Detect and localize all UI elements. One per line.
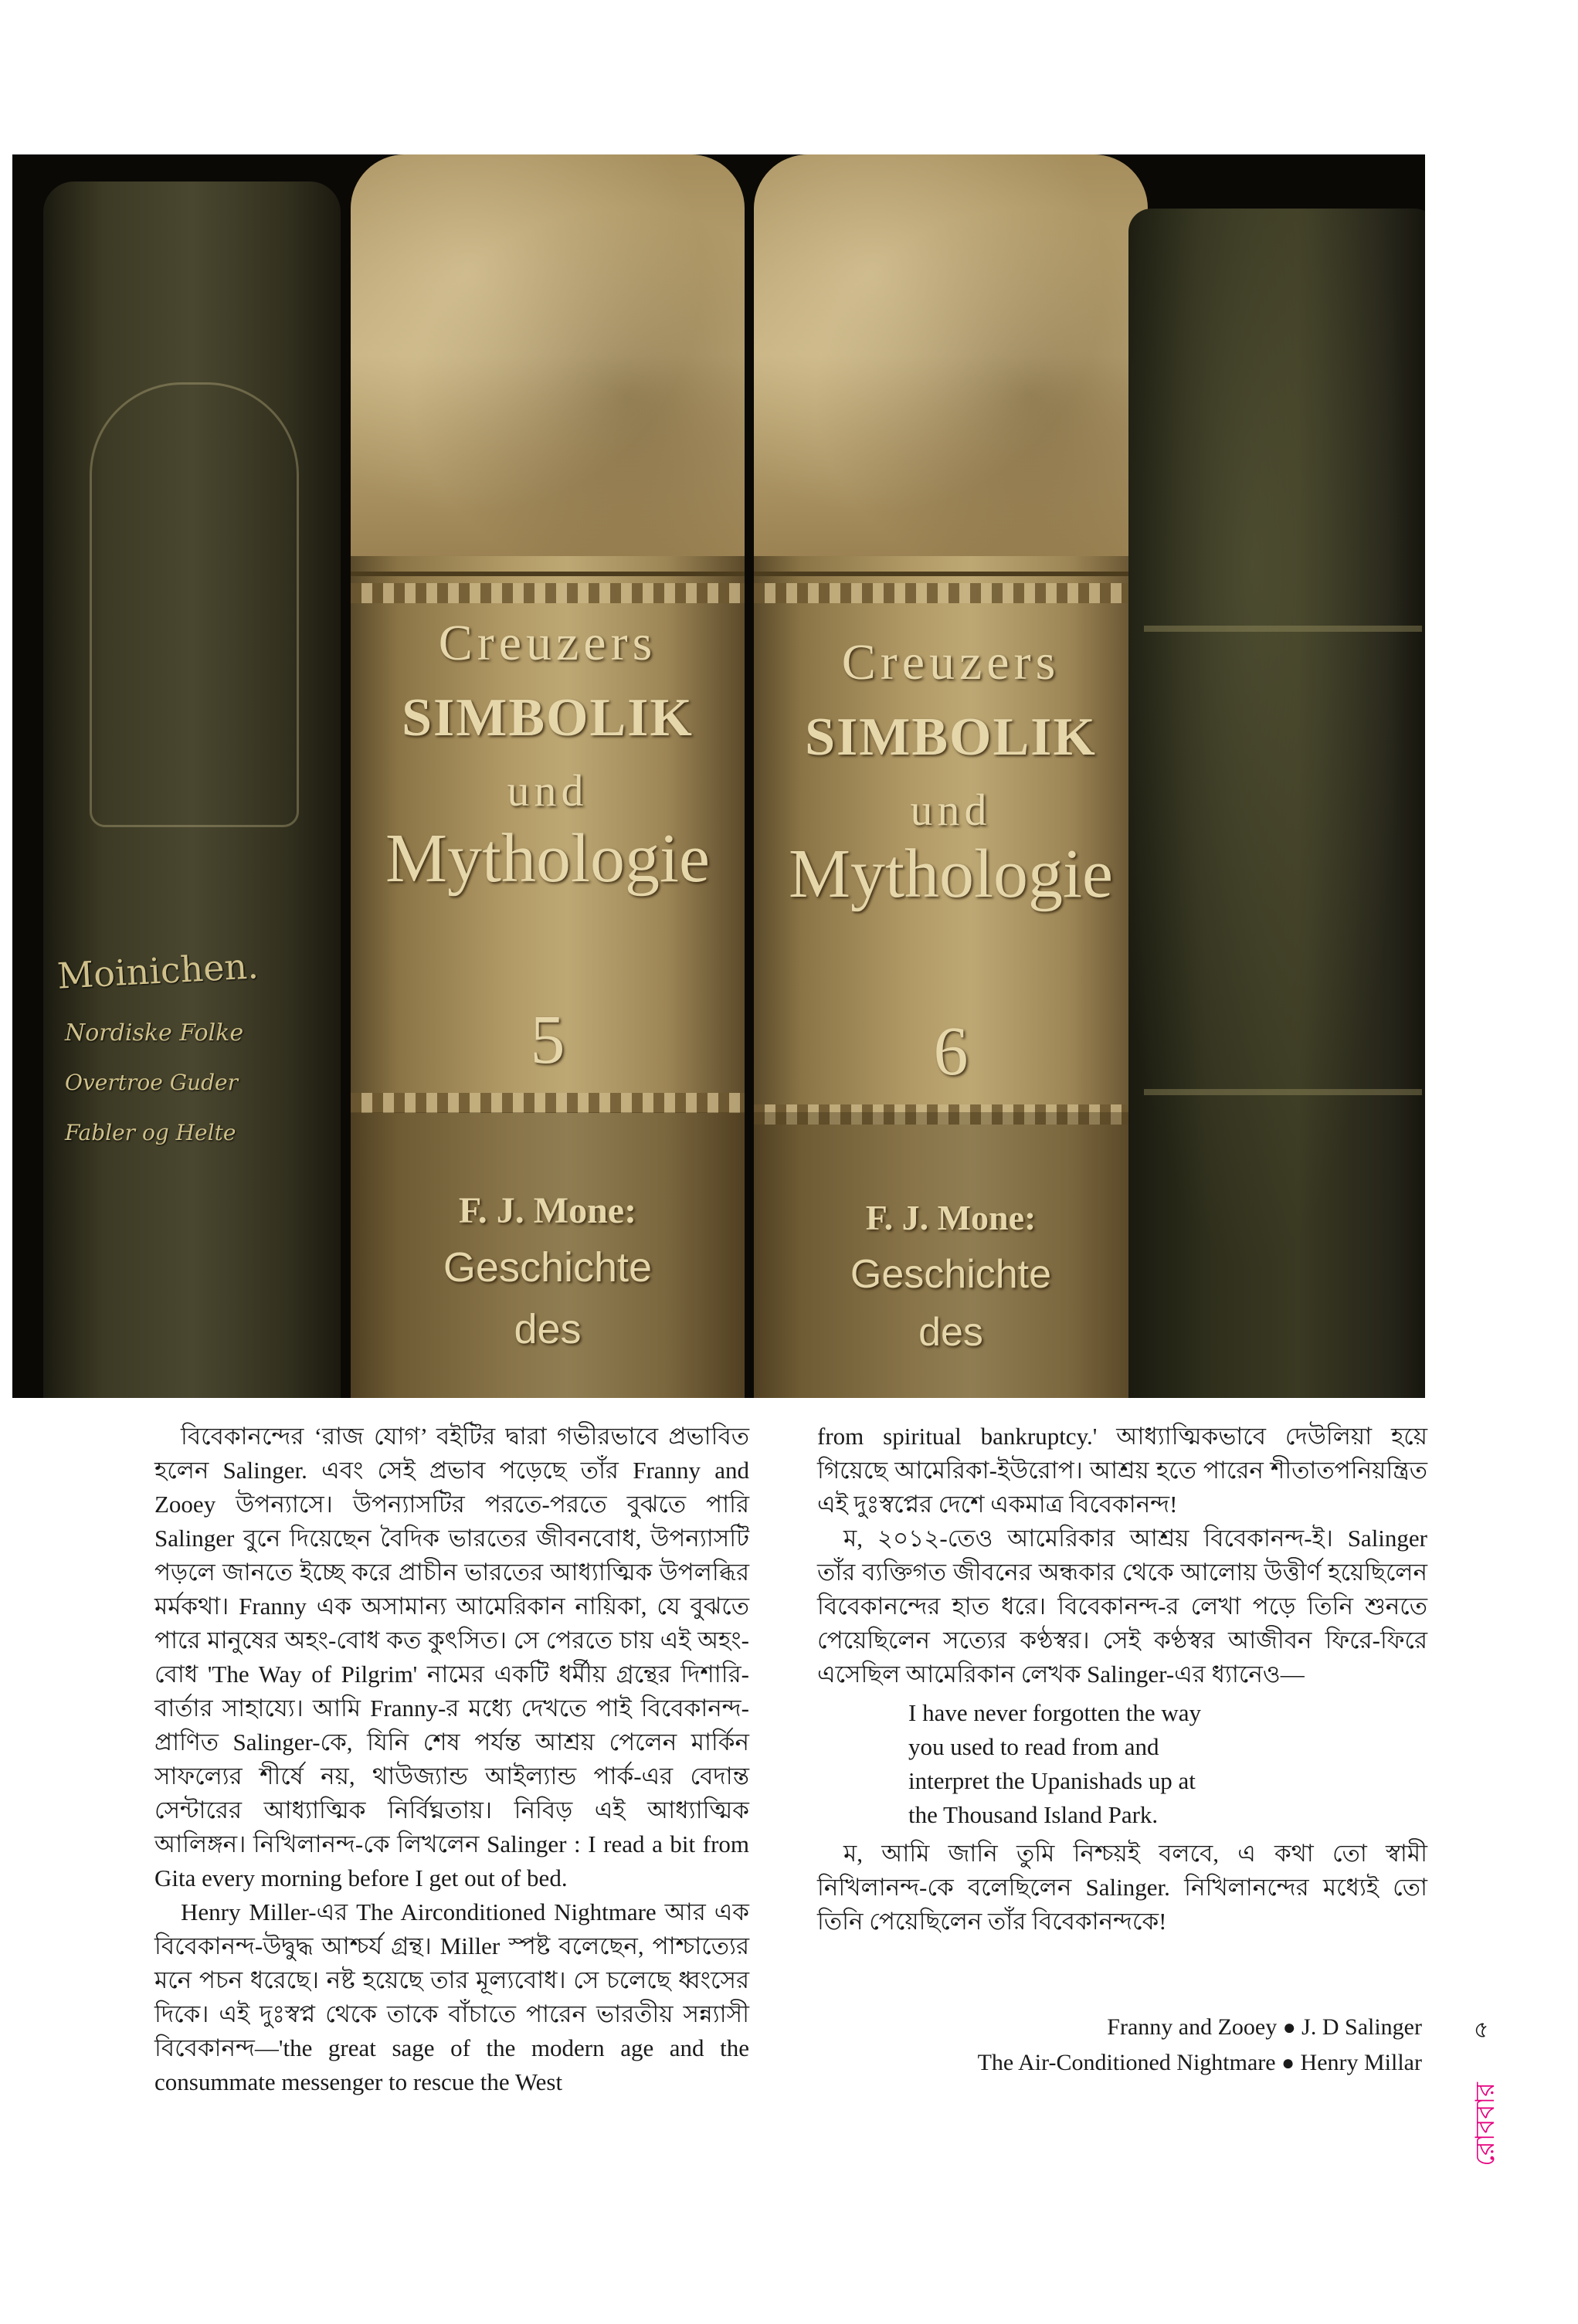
left-spine-author: Moinichen. xyxy=(56,945,260,997)
vol6-line3: und xyxy=(910,785,992,835)
vol6-sub1: F. J. Mone: xyxy=(865,1198,1037,1237)
credit-line xyxy=(978,2010,1422,2045)
vol5-sub1: F. J. Mone: xyxy=(458,1190,637,1231)
right-book-spine xyxy=(1128,209,1425,1398)
vol6-line2: SIMBOLIK xyxy=(805,707,1097,767)
credit-author: Henry Millar xyxy=(1300,2050,1422,2075)
spine-band xyxy=(351,1093,745,1113)
book-spines-photo xyxy=(12,154,1425,1398)
marbled-top xyxy=(351,154,745,556)
publication-label: রোববার xyxy=(1469,2081,1501,2166)
volume-6-spine xyxy=(754,154,1148,1398)
spine-divider xyxy=(351,572,745,576)
vol6-number: 6 xyxy=(933,1013,969,1090)
spine-rule xyxy=(1144,626,1422,632)
spine-divider xyxy=(754,572,1148,576)
vol6-sub2: Geschichte xyxy=(850,1252,1052,1297)
vol6-sub3: des xyxy=(918,1310,983,1355)
marbled-top xyxy=(754,154,1148,556)
vol5-line1: Creuzers xyxy=(438,615,657,671)
quote-line: the Thousand Island Park. xyxy=(908,1801,1159,1828)
spine-rule xyxy=(1144,1089,1422,1095)
right-paragraph-3: ম, আমি জানি তুমি নিশ্চয়ই বলবে, এ কথা তো স্বামী নিখিলানন্দ-কে বলেছিলেন Salinger. নিখিলানন্দের মধ্যেই তো তিনি পেয়েছিলেন তাঁর বিবেকানন্দকে! xyxy=(817,1840,1427,1935)
left-spine-title-2: Overtroe Guder xyxy=(65,1070,238,1095)
book-credits xyxy=(978,2010,1422,2081)
salinger-quote xyxy=(908,1696,1427,1832)
vol6-line4: Mythologie xyxy=(789,836,1113,912)
page-number: ৫ xyxy=(1474,2017,1489,2044)
right-paragraph-2: ম, ২০১২-তেও আমেরিকার আশ্রয় বিবেকানন্দ-ই। Salinger তাঁর ব্যক্তিগত জীবনের অন্ধকার থেকে আলোয় উত্তীর্ণ হয়েছিলেন বিবেকানন্দের হাত ধরে। বিবেকানন্দ-র লেখা পড়ে তিনি শুনতে পেয়েছিলেন সত্যের কণ্ঠস্বর। সেই কণ্ঠস্বর আজীবন ফিরে-ফিরে এসেছিল আমেরিকান লেখক Salinger-এর ধ্যানেও— xyxy=(817,1525,1427,1688)
bullet-icon: ● xyxy=(1282,2016,1296,2040)
vol5-sub3: des xyxy=(514,1306,582,1352)
spine-band xyxy=(754,583,1148,603)
credit-title: Franny and Zooey xyxy=(1107,2014,1278,2040)
quote-line: interpret the Upanishads up at xyxy=(908,1767,1196,1794)
bullet-icon: ● xyxy=(1281,2051,1295,2075)
vol5-sub2: Geschichte xyxy=(443,1244,653,1291)
vol5-line3: und xyxy=(507,765,589,816)
right-paragraph-1: from spiritual bankruptcy.' আধ্যাত্মিকভাবে দেউলিয়া হয়ে গিয়েছে আমেরিকা-ইউরোপ। আশ্রয় হতে পারেন শীতাতপনিয়ন্ত্রিত এই দুঃস্বপ্নের দেশে একমাত্র বিবেকানন্দ! xyxy=(817,1423,1427,1518)
left-spine-title-3: Fabler og Helte xyxy=(65,1120,236,1145)
credit-line xyxy=(978,2045,1422,2081)
quote-line: I have never forgotten the way xyxy=(908,1699,1202,1726)
credit-author: J. D Salinger xyxy=(1301,2014,1422,2040)
left-spine-title-1: Nordiske Folke xyxy=(65,1020,244,1047)
vol5-line4: Mythologie xyxy=(385,820,710,897)
left-paragraph-1: বিবেকানন্দের ‘রাজ যোগ’ বইটির দ্বারা গভীরভাবে প্রভাবিত হলেন Salinger. এবং সেই প্রভাব পড়েছে তাঁর Franny and Zooey উপন্যাসে। উপন্যাসটির পরতে-পরতে বুঝতে পারি Salinger বুনে দিয়েছেন বৈদিক ভারতের জীবনবোধ, উপন্যাসটি পড়লে জানতে ইচ্ছে করে প্রাচীন ভারতের আধ্যাত্মিক উপলব্ধির মর্মকথা। Franny এক অসামান্য আমেরিকান নায়িকা, যে বুঝতে পারে মানুষের অহং-বোধ কত কুৎসিত। সে পেরতে চায় এই অহং-বোধ 'The Way of Pilgrim' নামের একটি ধর্মীয় গ্রন্থের দিশারি-বার্তার সাহায্যে। আমি Franny-র মধ্যে দেখতে পাই বিবেকানন্দ-প্রাণিত Salinger-কে, যিনি শেষ পর্যন্ত আশ্রয় পেলেন মার্কিন সাফল্যের শীর্ষে নয়, থাউজ্যান্ড আইল্যান্ড পার্ক-এর বেদান্ত সেন্টারের আধ্যাত্মিক নির্বিঘ্নতায়। নিবিড় এই আধ্যাত্মিক আলিঙ্গন। নিখিলানন্দ-কে লিখলেন Salinger : I read a bit from Gita every morning before I get out of bed. xyxy=(154,1423,749,1891)
left-book-spine xyxy=(43,182,341,1398)
vol6-line1: Creuzers xyxy=(841,634,1060,690)
spine-band xyxy=(351,583,745,603)
article-column-left xyxy=(154,1420,749,2099)
left-paragraph-2: Henry Miller-এর The Airconditioned Nightmare আর এক বিবেকানন্দ-উদ্বুদ্ধ আশ্চর্য গ্রন্থ। Miller স্পষ্ট বলেছেন, পাশ্চাত্যের মনে পচন ধরেছে। নষ্ট হয়েছে তার মূল্যবোধ। সে চলেছে ধ্বংসের দিকে। এই দুঃস্বপ্ন থেকে তাকে বাঁচাতে পারেন ভারতীয় সন্ন্যাসী বিবেকানন্দ—'the great sage of the modern age and the consummate messenger to rescue the West xyxy=(154,1898,749,2095)
credit-title: The Air-Conditioned Nightmare xyxy=(977,2050,1276,2075)
vol5-number: 5 xyxy=(530,1002,565,1078)
article-column-right xyxy=(817,1420,1427,1939)
publication-name xyxy=(1458,2051,1512,2197)
spine-ornament xyxy=(90,382,299,827)
volume-5-spine xyxy=(351,154,745,1398)
quote-line: you used to read from and xyxy=(908,1733,1159,1760)
vol5-line2: SIMBOLIK xyxy=(402,688,694,748)
